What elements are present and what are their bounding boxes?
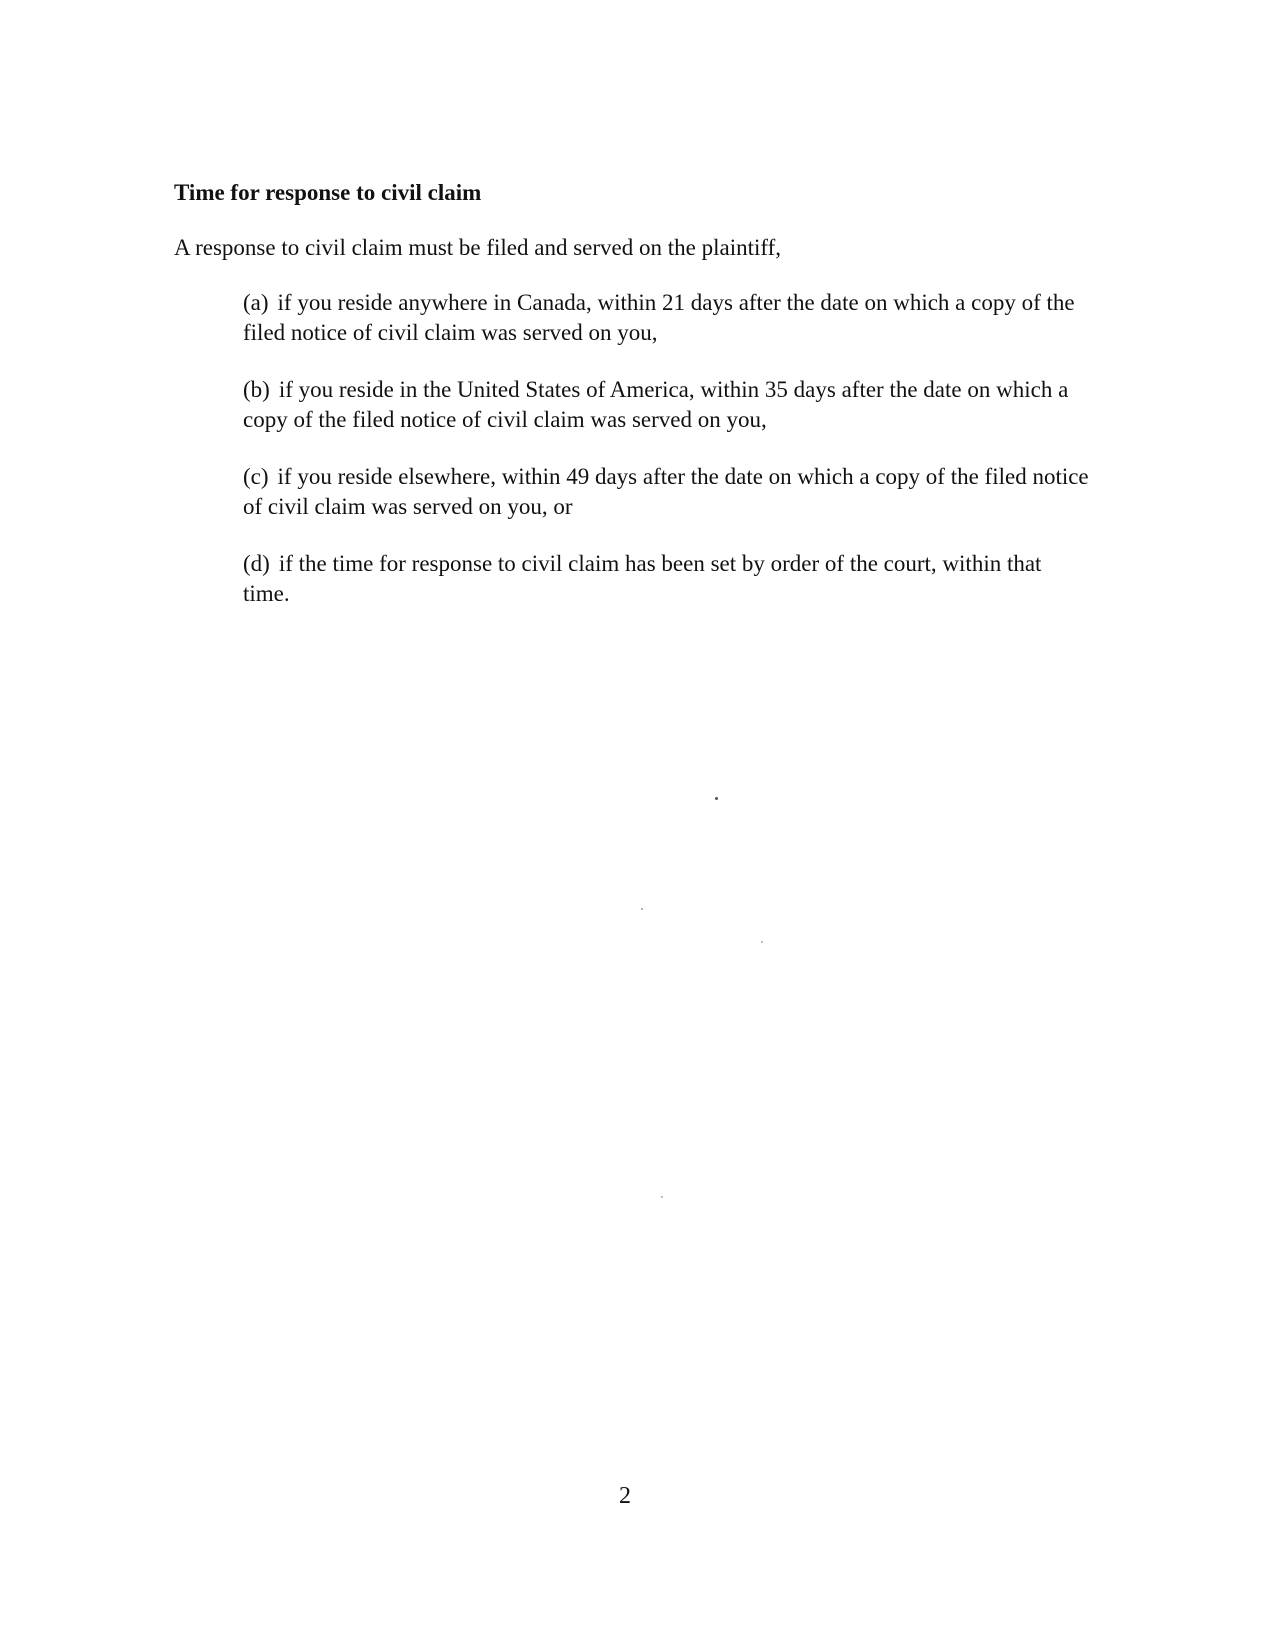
- page-number: 2: [619, 1483, 631, 1509]
- scan-speck: [641, 908, 643, 910]
- clause-c: [243, 462, 1093, 522]
- section-heading: Time for response to civil claim: [174, 180, 482, 205]
- scan-speck: [661, 1196, 663, 1198]
- clause-text: if the time for response to civil claim has been set by order of the court, within that time.: [243, 551, 1042, 606]
- clause-list: [243, 288, 1093, 636]
- clause-label: (d): [243, 551, 270, 576]
- clause-text: if you reside in the United States of America, within 35 days after the date on which a copy of the filed notice of civil claim was served on you,: [243, 377, 1069, 432]
- clause-b: [243, 375, 1093, 435]
- intro-paragraph: A response to civil claim must be filed and served on the plaintiff,: [174, 235, 782, 260]
- clause-text: if you reside elsewhere, within 49 days after the date on which a copy of the filed notice of civil claim was served on you, or: [243, 464, 1089, 519]
- scan-speck: [761, 941, 763, 943]
- scan-speck: [715, 797, 718, 800]
- clause-text: if you reside anywhere in Canada, within 21 days after the date on which a copy of the filed notice of civil claim was served on you,: [243, 290, 1075, 345]
- clause-label: (c): [243, 464, 269, 489]
- clause-label: (a): [243, 290, 269, 315]
- clause-d: [243, 549, 1093, 609]
- clause-label: (b): [243, 377, 270, 402]
- clause-a: [243, 288, 1093, 348]
